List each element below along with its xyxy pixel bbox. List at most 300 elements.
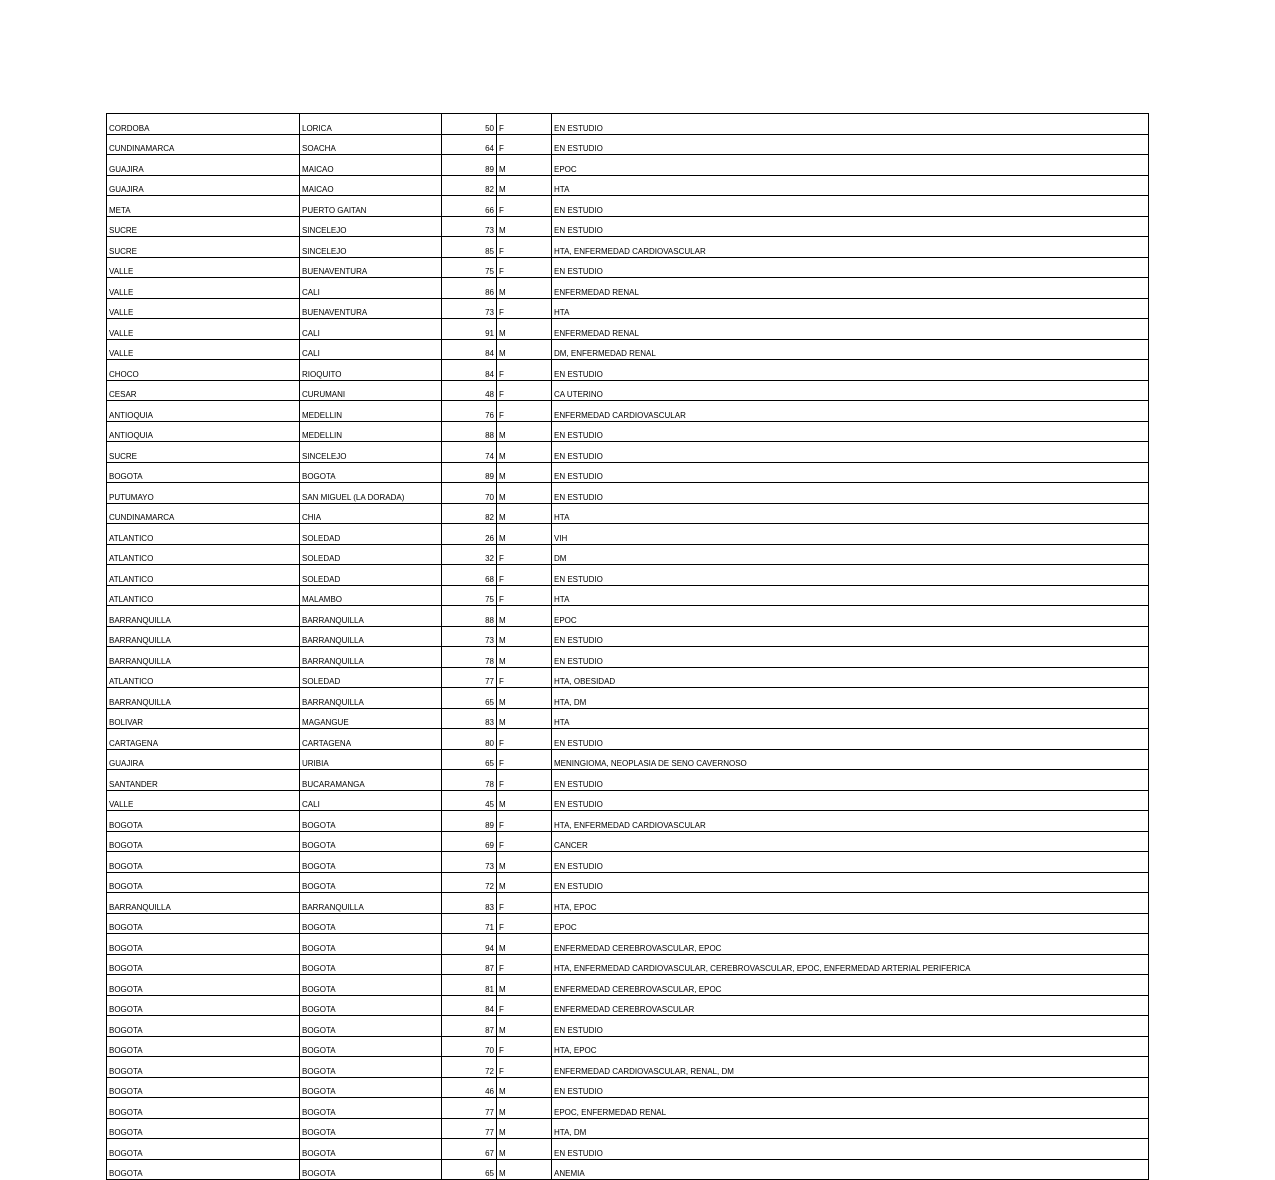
municipality-cell: BOGOTA <box>300 872 442 893</box>
department-cell: BOGOTA <box>107 1057 300 1078</box>
municipality-cell: MEDELLIN <box>300 401 442 422</box>
table-row <box>107 565 1149 586</box>
municipality-cell: BARRANQUILLA <box>300 688 442 709</box>
table-row <box>107 893 1149 914</box>
department-cell: BARRANQUILLA <box>107 893 300 914</box>
sex-cell: M <box>497 1016 552 1037</box>
age-cell: 73 <box>442 216 497 237</box>
sex-cell: F <box>497 1036 552 1057</box>
sex-cell: F <box>497 380 552 401</box>
age-cell: 88 <box>442 606 497 627</box>
age-cell: 77 <box>442 1118 497 1139</box>
department-cell: BOGOTA <box>107 1159 300 1180</box>
age-cell: 32 <box>442 544 497 565</box>
diagnosis-cell: EN ESTUDIO <box>552 483 1149 504</box>
table-row <box>107 647 1149 668</box>
municipality-cell: BOGOTA <box>300 913 442 934</box>
age-cell: 64 <box>442 134 497 155</box>
age-cell: 73 <box>442 626 497 647</box>
age-cell: 82 <box>442 503 497 524</box>
department-cell: BOGOTA <box>107 811 300 832</box>
age-cell: 78 <box>442 770 497 791</box>
diagnosis-cell: EN ESTUDIO <box>552 790 1149 811</box>
age-cell: 82 <box>442 175 497 196</box>
table-row <box>107 1057 1149 1078</box>
table-row <box>107 688 1149 709</box>
municipality-cell: BOGOTA <box>300 462 442 483</box>
diagnosis-cell: EN ESTUDIO <box>552 462 1149 483</box>
table-row <box>107 114 1149 135</box>
department-cell: VALLE <box>107 257 300 278</box>
table-row <box>107 770 1149 791</box>
table-row <box>107 298 1149 319</box>
age-cell: 89 <box>442 155 497 176</box>
age-cell: 73 <box>442 852 497 873</box>
table-row <box>107 708 1149 729</box>
department-cell: BOLIVAR <box>107 708 300 729</box>
municipality-cell: BUENAVENTURA <box>300 257 442 278</box>
sex-cell: M <box>497 626 552 647</box>
department-cell: ATLANTICO <box>107 585 300 606</box>
department-cell: ATLANTICO <box>107 667 300 688</box>
table-row <box>107 524 1149 545</box>
table-row <box>107 380 1149 401</box>
department-cell: VALLE <box>107 790 300 811</box>
department-cell: VALLE <box>107 278 300 299</box>
table-row <box>107 134 1149 155</box>
table-row <box>107 1016 1149 1037</box>
sex-cell: M <box>497 1139 552 1160</box>
department-cell: CESAR <box>107 380 300 401</box>
age-cell: 46 <box>442 1077 497 1098</box>
table-row <box>107 442 1149 463</box>
sex-cell: F <box>497 831 552 852</box>
department-cell: BOGOTA <box>107 462 300 483</box>
sex-cell: M <box>497 503 552 524</box>
diagnosis-cell: CANCER <box>552 831 1149 852</box>
age-cell: 80 <box>442 729 497 750</box>
sex-cell: M <box>497 647 552 668</box>
municipality-cell: BOGOTA <box>300 1036 442 1057</box>
municipality-cell: BOGOTA <box>300 811 442 832</box>
diagnosis-cell: EN ESTUDIO <box>552 421 1149 442</box>
age-cell: 87 <box>442 954 497 975</box>
department-cell: VALLE <box>107 339 300 360</box>
diagnosis-cell: HTA <box>552 708 1149 729</box>
sex-cell: M <box>497 852 552 873</box>
municipality-cell: MAGANGUE <box>300 708 442 729</box>
department-cell: BOGOTA <box>107 1016 300 1037</box>
sex-cell: M <box>497 216 552 237</box>
age-cell: 66 <box>442 196 497 217</box>
diagnosis-cell: HTA, EPOC <box>552 893 1149 914</box>
table-row <box>107 606 1149 627</box>
age-cell: 45 <box>442 790 497 811</box>
age-cell: 26 <box>442 524 497 545</box>
department-cell: ATLANTICO <box>107 544 300 565</box>
diagnosis-cell: EN ESTUDIO <box>552 196 1149 217</box>
sex-cell: F <box>497 360 552 381</box>
department-cell: SUCRE <box>107 216 300 237</box>
department-cell: CUNDINAMARCA <box>107 134 300 155</box>
table-row <box>107 175 1149 196</box>
department-cell: BOGOTA <box>107 1098 300 1119</box>
department-cell: BARRANQUILLA <box>107 688 300 709</box>
sex-cell: M <box>497 708 552 729</box>
diagnosis-cell: EN ESTUDIO <box>552 257 1149 278</box>
sex-cell: F <box>497 749 552 770</box>
municipality-cell: CHIA <box>300 503 442 524</box>
diagnosis-cell: HTA <box>552 503 1149 524</box>
sex-cell: M <box>497 1159 552 1180</box>
municipality-cell: BOGOTA <box>300 1118 442 1139</box>
sex-cell: M <box>497 421 552 442</box>
age-cell: 89 <box>442 462 497 483</box>
municipality-cell: SOLEDAD <box>300 667 442 688</box>
municipality-cell: BUENAVENTURA <box>300 298 442 319</box>
diagnosis-cell: ANEMIA <box>552 1159 1149 1180</box>
age-cell: 84 <box>442 995 497 1016</box>
table-row <box>107 872 1149 893</box>
age-cell: 75 <box>442 585 497 606</box>
municipality-cell: BOGOTA <box>300 954 442 975</box>
age-cell: 67 <box>442 1139 497 1160</box>
sex-cell: F <box>497 134 552 155</box>
table-row <box>107 729 1149 750</box>
diagnosis-cell: EN ESTUDIO <box>552 729 1149 750</box>
department-cell: CARTAGENA <box>107 729 300 750</box>
diagnosis-cell: HTA, ENFERMEDAD CARDIOVASCULAR <box>552 811 1149 832</box>
diagnosis-cell: EN ESTUDIO <box>552 1139 1149 1160</box>
municipality-cell: CURUMANI <box>300 380 442 401</box>
sex-cell: F <box>497 954 552 975</box>
diagnosis-cell: EN ESTUDIO <box>552 360 1149 381</box>
table-row <box>107 278 1149 299</box>
department-cell: META <box>107 196 300 217</box>
diagnosis-cell: HTA, OBESIDAD <box>552 667 1149 688</box>
municipality-cell: CALI <box>300 278 442 299</box>
diagnosis-cell: EN ESTUDIO <box>552 626 1149 647</box>
age-cell: 72 <box>442 872 497 893</box>
sex-cell: M <box>497 975 552 996</box>
table-row <box>107 237 1149 258</box>
department-cell: BOGOTA <box>107 872 300 893</box>
diagnosis-cell: DM, ENFERMEDAD RENAL <box>552 339 1149 360</box>
department-cell: BARRANQUILLA <box>107 647 300 668</box>
department-cell: BARRANQUILLA <box>107 626 300 647</box>
sex-cell: M <box>497 1118 552 1139</box>
age-cell: 77 <box>442 667 497 688</box>
municipality-cell: BOGOTA <box>300 831 442 852</box>
municipality-cell: BOGOTA <box>300 934 442 955</box>
department-cell: GUAJIRA <box>107 175 300 196</box>
department-cell: BOGOTA <box>107 852 300 873</box>
department-cell: SUCRE <box>107 237 300 258</box>
table-body <box>107 114 1149 1180</box>
diagnosis-cell: EN ESTUDIO <box>552 134 1149 155</box>
table-row <box>107 1036 1149 1057</box>
sex-cell: M <box>497 934 552 955</box>
municipality-cell: BOGOTA <box>300 1139 442 1160</box>
department-cell: BOGOTA <box>107 831 300 852</box>
diagnosis-cell: ENFERMEDAD CARDIOVASCULAR <box>552 401 1149 422</box>
age-cell: 48 <box>442 380 497 401</box>
department-cell: BOGOTA <box>107 1077 300 1098</box>
municipality-cell: LORICA <box>300 114 442 135</box>
table-row <box>107 995 1149 1016</box>
diagnosis-cell: EN ESTUDIO <box>552 647 1149 668</box>
municipality-cell: SAN MIGUEL (LA DORADA) <box>300 483 442 504</box>
department-cell: BOGOTA <box>107 1139 300 1160</box>
sex-cell: F <box>497 770 552 791</box>
municipality-cell: BOGOTA <box>300 975 442 996</box>
sex-cell: M <box>497 462 552 483</box>
diagnosis-cell: ENFERMEDAD RENAL <box>552 278 1149 299</box>
table-row <box>107 1159 1149 1180</box>
municipality-cell: URIBIA <box>300 749 442 770</box>
age-cell: 85 <box>442 237 497 258</box>
diagnosis-cell: EN ESTUDIO <box>552 1077 1149 1098</box>
sex-cell: F <box>497 114 552 135</box>
department-cell: BOGOTA <box>107 995 300 1016</box>
sex-cell: F <box>497 893 552 914</box>
diagnosis-cell: ENFERMEDAD CEREBROVASCULAR, EPOC <box>552 934 1149 955</box>
table-row <box>107 749 1149 770</box>
age-cell: 73 <box>442 298 497 319</box>
diagnosis-cell: HTA, ENFERMEDAD CARDIOVASCULAR, CEREBROVASCULAR, EPOC, ENFERMEDAD ARTERIAL PERIFERICA <box>552 954 1149 975</box>
sex-cell: F <box>497 729 552 750</box>
municipality-cell: BARRANQUILLA <box>300 893 442 914</box>
sex-cell: M <box>497 1077 552 1098</box>
municipality-cell: BOGOTA <box>300 1159 442 1180</box>
table-row <box>107 196 1149 217</box>
sex-cell: F <box>497 585 552 606</box>
diagnosis-cell: HTA <box>552 298 1149 319</box>
age-cell: 89 <box>442 811 497 832</box>
department-cell: GUAJIRA <box>107 155 300 176</box>
sex-cell: F <box>497 565 552 586</box>
table-row <box>107 913 1149 934</box>
sex-cell: M <box>497 1098 552 1119</box>
department-cell: GUAJIRA <box>107 749 300 770</box>
department-cell: BOGOTA <box>107 913 300 934</box>
department-cell: CHOCO <box>107 360 300 381</box>
department-cell: BOGOTA <box>107 954 300 975</box>
department-cell: VALLE <box>107 319 300 340</box>
department-cell: PUTUMAYO <box>107 483 300 504</box>
municipality-cell: SINCELEJO <box>300 237 442 258</box>
diagnosis-cell: EPOC <box>552 606 1149 627</box>
sex-cell: F <box>497 1057 552 1078</box>
department-cell: SANTANDER <box>107 770 300 791</box>
table-row <box>107 975 1149 996</box>
age-cell: 83 <box>442 708 497 729</box>
age-cell: 77 <box>442 1098 497 1119</box>
diagnosis-cell: ENFERMEDAD CARDIOVASCULAR, RENAL, DM <box>552 1057 1149 1078</box>
diagnosis-cell: EPOC <box>552 155 1149 176</box>
diagnosis-cell: EN ESTUDIO <box>552 565 1149 586</box>
sex-cell: F <box>497 811 552 832</box>
age-cell: 83 <box>442 893 497 914</box>
age-cell: 71 <box>442 913 497 934</box>
table-row <box>107 626 1149 647</box>
age-cell: 70 <box>442 483 497 504</box>
diagnosis-cell: HTA, ENFERMEDAD CARDIOVASCULAR <box>552 237 1149 258</box>
table-row <box>107 360 1149 381</box>
diagnosis-cell: EN ESTUDIO <box>552 114 1149 135</box>
diagnosis-cell: HTA, EPOC <box>552 1036 1149 1057</box>
sex-cell: M <box>497 688 552 709</box>
municipality-cell: BOGOTA <box>300 1098 442 1119</box>
age-cell: 74 <box>442 442 497 463</box>
diagnosis-cell: VIH <box>552 524 1149 545</box>
table-row <box>107 585 1149 606</box>
data-table <box>106 113 1149 1180</box>
sex-cell: F <box>497 237 552 258</box>
table-row <box>107 339 1149 360</box>
table-row <box>107 667 1149 688</box>
diagnosis-cell: CA UTERINO <box>552 380 1149 401</box>
table-row <box>107 831 1149 852</box>
municipality-cell: SINCELEJO <box>300 216 442 237</box>
department-cell: SUCRE <box>107 442 300 463</box>
diagnosis-cell: EN ESTUDIO <box>552 442 1149 463</box>
municipality-cell: BARRANQUILLA <box>300 606 442 627</box>
age-cell: 69 <box>442 831 497 852</box>
municipality-cell: PUERTO GAITAN <box>300 196 442 217</box>
diagnosis-cell: HTA, DM <box>552 688 1149 709</box>
department-cell: ATLANTICO <box>107 565 300 586</box>
table-row <box>107 401 1149 422</box>
table-row <box>107 1118 1149 1139</box>
age-cell: 50 <box>442 114 497 135</box>
sex-cell: M <box>497 339 552 360</box>
diagnosis-cell: EN ESTUDIO <box>552 1016 1149 1037</box>
diagnosis-cell: EPOC <box>552 913 1149 934</box>
diagnosis-cell: ENFERMEDAD CEREBROVASCULAR, EPOC <box>552 975 1149 996</box>
sex-cell: M <box>497 790 552 811</box>
department-cell: BOGOTA <box>107 934 300 955</box>
table-row <box>107 1098 1149 1119</box>
municipality-cell: BOGOTA <box>300 852 442 873</box>
age-cell: 78 <box>442 647 497 668</box>
table-row <box>107 544 1149 565</box>
sex-cell: M <box>497 319 552 340</box>
department-cell: BOGOTA <box>107 1118 300 1139</box>
municipality-cell: MALAMBO <box>300 585 442 606</box>
municipality-cell: BARRANQUILLA <box>300 647 442 668</box>
table-row <box>107 216 1149 237</box>
table-row <box>107 257 1149 278</box>
sex-cell: M <box>497 442 552 463</box>
age-cell: 87 <box>442 1016 497 1037</box>
municipality-cell: CARTAGENA <box>300 729 442 750</box>
municipality-cell: MAICAO <box>300 155 442 176</box>
sex-cell: F <box>497 196 552 217</box>
diagnosis-cell: DM <box>552 544 1149 565</box>
department-cell: ANTIOQUIA <box>107 421 300 442</box>
municipality-cell: BOGOTA <box>300 995 442 1016</box>
sex-cell: F <box>497 995 552 1016</box>
municipality-cell: RIOQUITO <box>300 360 442 381</box>
diagnosis-cell: ENFERMEDAD CEREBROVASCULAR <box>552 995 1149 1016</box>
sex-cell: M <box>497 606 552 627</box>
age-cell: 68 <box>442 565 497 586</box>
department-cell: BOGOTA <box>107 1036 300 1057</box>
sex-cell: M <box>497 175 552 196</box>
diagnosis-cell: EN ESTUDIO <box>552 216 1149 237</box>
age-cell: 65 <box>442 1159 497 1180</box>
table-row <box>107 319 1149 340</box>
age-cell: 76 <box>442 401 497 422</box>
municipality-cell: SINCELEJO <box>300 442 442 463</box>
municipality-cell: BARRANQUILLA <box>300 626 442 647</box>
table-row <box>107 421 1149 442</box>
diagnosis-cell: EN ESTUDIO <box>552 852 1149 873</box>
sex-cell: M <box>497 524 552 545</box>
municipality-cell: BOGOTA <box>300 1077 442 1098</box>
diagnosis-cell: EN ESTUDIO <box>552 770 1149 791</box>
diagnosis-cell: ENFERMEDAD RENAL <box>552 319 1149 340</box>
table-row <box>107 462 1149 483</box>
department-cell: ATLANTICO <box>107 524 300 545</box>
department-cell: ANTIOQUIA <box>107 401 300 422</box>
table-row <box>107 155 1149 176</box>
table-row <box>107 503 1149 524</box>
sex-cell: F <box>497 257 552 278</box>
municipality-cell: CALI <box>300 790 442 811</box>
diagnosis-cell: HTA <box>552 175 1149 196</box>
age-cell: 81 <box>442 975 497 996</box>
sex-cell: F <box>497 401 552 422</box>
diagnosis-cell: EPOC, ENFERMEDAD RENAL <box>552 1098 1149 1119</box>
sex-cell: M <box>497 872 552 893</box>
municipality-cell: BUCARAMANGA <box>300 770 442 791</box>
municipality-cell: BOGOTA <box>300 1016 442 1037</box>
department-cell: CORDOBA <box>107 114 300 135</box>
department-cell: BARRANQUILLA <box>107 606 300 627</box>
sex-cell: M <box>497 155 552 176</box>
age-cell: 75 <box>442 257 497 278</box>
sex-cell: F <box>497 298 552 319</box>
table-row <box>107 1139 1149 1160</box>
sex-cell: F <box>497 667 552 688</box>
municipality-cell: SOLEDAD <box>300 524 442 545</box>
municipality-cell: SOACHA <box>300 134 442 155</box>
age-cell: 84 <box>442 360 497 381</box>
table-row <box>107 790 1149 811</box>
diagnosis-cell: HTA, DM <box>552 1118 1149 1139</box>
department-cell: CUNDINAMARCA <box>107 503 300 524</box>
age-cell: 65 <box>442 688 497 709</box>
age-cell: 84 <box>442 339 497 360</box>
municipality-cell: MAICAO <box>300 175 442 196</box>
table-row <box>107 1077 1149 1098</box>
age-cell: 91 <box>442 319 497 340</box>
table-row <box>107 852 1149 873</box>
municipality-cell: BOGOTA <box>300 1057 442 1078</box>
sex-cell: F <box>497 544 552 565</box>
table-row <box>107 954 1149 975</box>
municipality-cell: SOLEDAD <box>300 544 442 565</box>
municipality-cell: SOLEDAD <box>300 565 442 586</box>
age-cell: 70 <box>442 1036 497 1057</box>
diagnosis-cell: EN ESTUDIO <box>552 872 1149 893</box>
municipality-cell: MEDELLIN <box>300 421 442 442</box>
department-cell: VALLE <box>107 298 300 319</box>
table-row <box>107 483 1149 504</box>
table-row <box>107 811 1149 832</box>
